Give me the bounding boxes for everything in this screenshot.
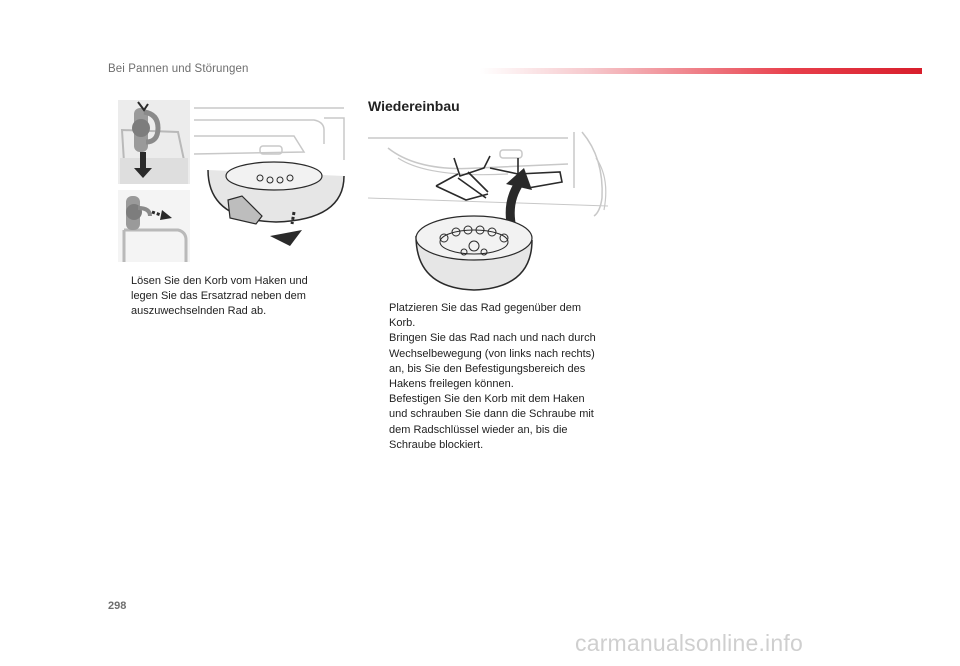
spare-wheel-reinstall-figure — [368, 128, 610, 292]
list-item — [368, 392, 606, 453]
page-number: 298 — [108, 600, 127, 612]
step-text: Lösen Sie den Korb vom Haken und legen Sie das Ersatzrad neben dem auszuwechselnden Rad ab. — [131, 275, 308, 318]
header-accent-bar — [480, 68, 922, 74]
watermark: carmanualsonline.info — [575, 630, 803, 656]
hook-release-detail-figure — [118, 100, 190, 184]
reinstall-section-title: Wiedereinbau — [368, 98, 460, 114]
spare-wheel-lowering-figure — [194, 100, 350, 250]
list-item — [368, 301, 606, 331]
hook-detach-detail-figure — [118, 190, 190, 262]
step-text: Befestigen Sie den Korb mit dem Haken und schrauben Sie dann die Schraube mit dem Radschlüssel wieder an, bis die Schraube blockiert. — [389, 393, 594, 451]
list-item — [368, 331, 606, 392]
header-section-title: Bei Pannen und Störungen — [108, 63, 249, 75]
step-text: Platzieren Sie das Rad gegenüber dem Korb. — [389, 302, 582, 330]
step-text: Bringen Sie das Rad nach und nach durch Wechselbewegung (von links nach rechts) an, bis Sie den Befestigungsbereich des Hakens freilegen können. — [389, 332, 596, 391]
list-item — [110, 274, 316, 320]
removal-steps-list — [110, 274, 316, 320]
reinstall-steps-list — [368, 301, 606, 453]
